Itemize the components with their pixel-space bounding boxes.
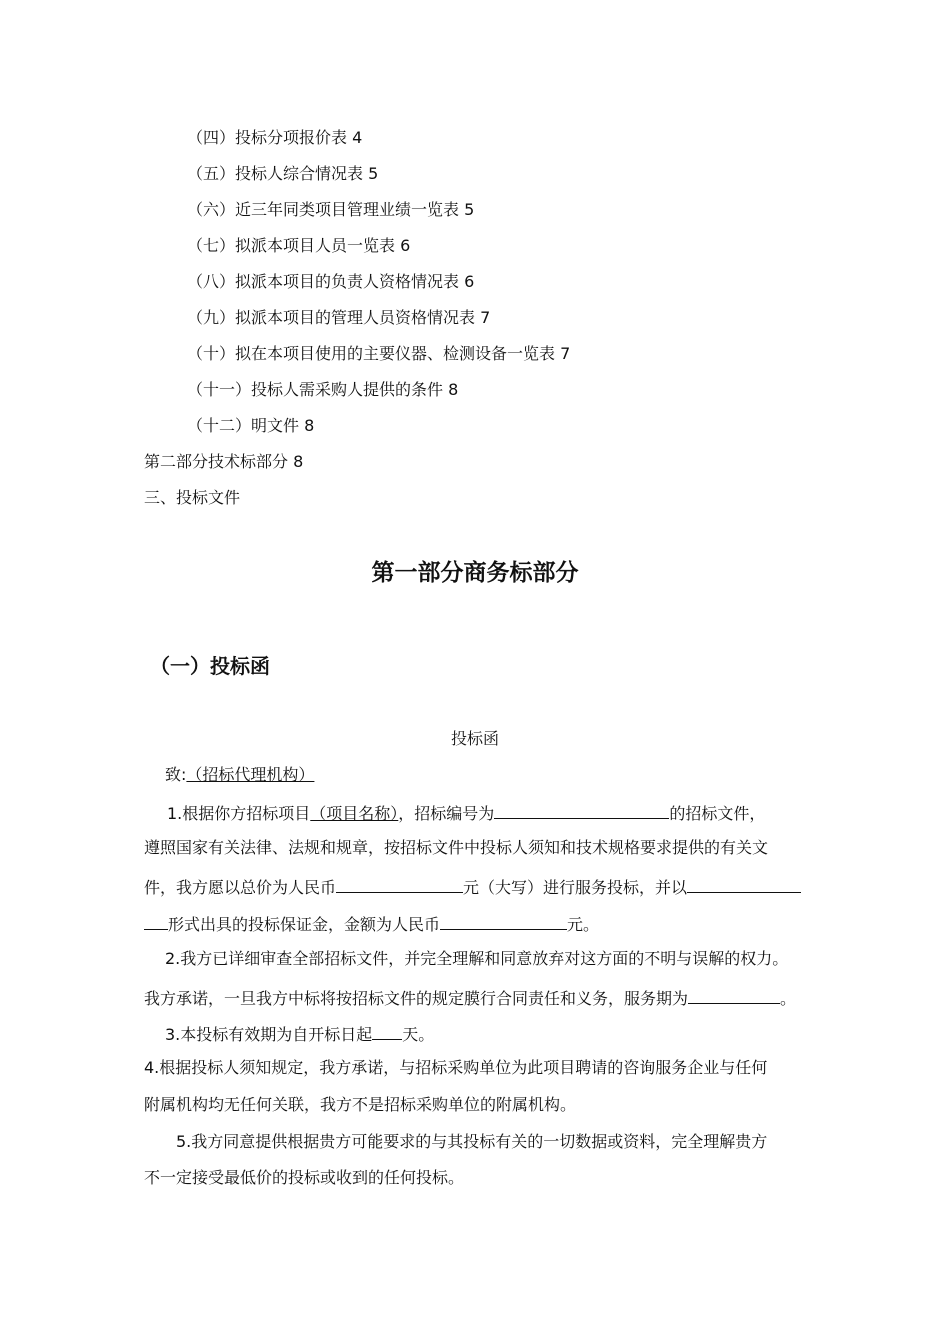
para3-text-a: 3.本投标有效期为自开标日起 — [165, 1025, 373, 1044]
para1-line3 — [144, 875, 801, 898]
letter-title: 投标函 — [450, 729, 499, 748]
para4-line2: 附属机构均无任何关联，我方不是招标采购单位的附属机构。 — [144, 1095, 577, 1114]
para5-line2: 不一定接受最低价的投标或收到的任何投标。 — [144, 1168, 465, 1187]
para2-text-b: 。 — [780, 989, 797, 1008]
toc-item-12: （十二）明文件 8 — [187, 416, 315, 435]
para1-line4-text-c: 元。 — [567, 915, 600, 934]
part1-heading: 第一部分商务标部分 — [371, 560, 579, 586]
para1-line4 — [144, 912, 599, 935]
para2-line1: 2.我方已详细审查全部招标文件，并完全理解和同意放弃对这方面的不明与误解的权力。 — [165, 949, 789, 968]
toc-part2: 第二部分技术标部分 8 — [144, 452, 304, 471]
para3 — [165, 1022, 434, 1045]
bid-number-blank — [494, 801, 669, 819]
para1-line4-text-b: 形式出具的投标保证金，金额为人民币 — [168, 915, 441, 934]
toc-item-6: （六）近三年同类项目管理业绩一览表 5 — [187, 200, 475, 219]
validity-days-blank — [372, 1022, 402, 1040]
para4-line1: 4.根据投标人须知规定，我方承诺，与招标采购单位为此项目聘请的咨询服务企业与任何 — [144, 1058, 768, 1077]
toc-section3: 三、投标文件 — [144, 488, 241, 507]
para5-line1: 5.我方同意提供根据贵方可能要求的与其投标有关的一切数据或资料，完全理解贵方 — [176, 1132, 768, 1151]
para2-text-a: 我方承诺，一旦我方中标将按招标文件的规定膜行合同责任和义务，服务期为 — [144, 989, 689, 1008]
toc-item-4: （四）投标分项报价表 4 — [187, 128, 363, 147]
para1-text-c: 的招标文件， — [669, 804, 766, 823]
para1-line1 — [167, 801, 765, 824]
para1-text-b: ，招标编号为 — [398, 804, 495, 823]
guarantee-form-blank-cont — [144, 912, 168, 930]
para1-line2: 遵照国家有关法律、法规和规章，按招标文件中投标人须知和技术规格要求提供的有关文 — [144, 838, 769, 857]
addressee-prefix: 致: — [165, 765, 187, 784]
project-name-field: （项目名称） — [310, 804, 399, 823]
para1-text-a: 1.根据你方招标项目 — [167, 804, 311, 823]
para1-line3-text-a: 件，我方愿以总价为人民币 — [144, 878, 337, 897]
service-period-blank — [688, 986, 780, 1004]
toc-item-7: （七）拟派本项目人员一览表 6 — [187, 236, 411, 255]
toc-item-5: （五）投标人综合情况表 5 — [187, 164, 379, 183]
toc-item-9: （九）拟派本项目的管理人员资格情况表 7 — [187, 308, 491, 327]
letter-addressee — [165, 765, 314, 785]
toc-item-11: （十一）投标人需采购人提供的条件 8 — [187, 380, 459, 399]
section-heading: （一）投标函 — [150, 654, 270, 678]
toc-item-10: （十）拟在本项目使用的主要仪器、检测设备一览表 7 — [187, 344, 571, 363]
guarantee-amount-blank — [440, 912, 567, 930]
guarantee-form-blank — [687, 875, 801, 893]
para2-line2 — [144, 986, 796, 1009]
para1-line3-text-b: 元（大写）进行服务投标，并以 — [463, 878, 688, 897]
addressee-agency: （招标代理机构） — [186, 765, 315, 784]
total-price-blank — [336, 875, 463, 893]
toc-item-8: （八）拟派本项目的负责人资格情况表 6 — [187, 272, 475, 291]
para3-text-b: 天。 — [402, 1025, 435, 1044]
